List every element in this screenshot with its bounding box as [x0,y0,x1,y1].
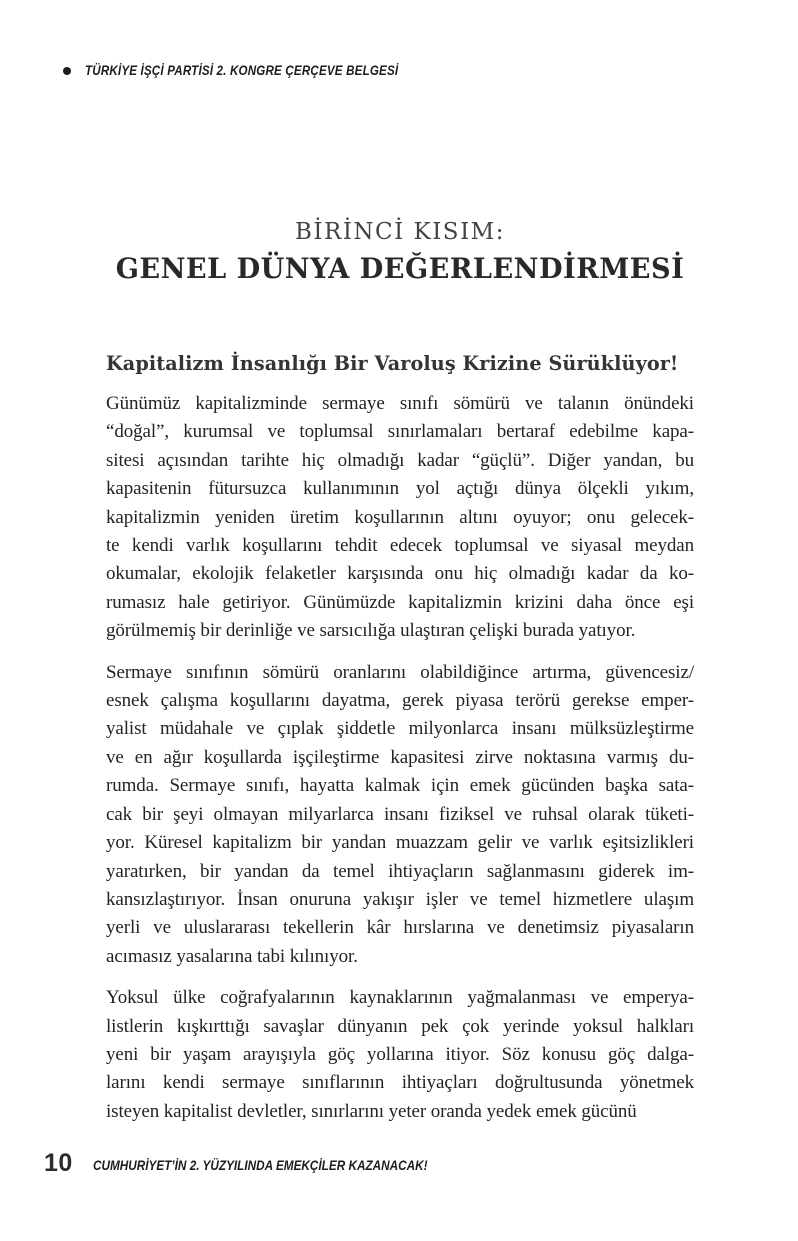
text-line: larını kendi sermaye sınıflarının ihtiyaçları doğrultusunda yönetmek [106,1072,694,1094]
article-body [106,390,694,1139]
text-line: kapitalizmin yeniden üretim koşullarının altını oyuyor; onu gelecek- [106,506,694,528]
page-footer [44,1149,491,1178]
text-line: te kendi varlık koşullarını tehdit edecek toplumsal ve siyasal meydan [106,535,694,557]
text-line: yor. Küresel kapitalizm bir yandan muazzam gelir ve varlık eşitsizlikleri [106,832,694,854]
bullet-icon [63,67,71,75]
section-heading-block [106,219,694,285]
text-line: kapasitenin fütursuzca kullanımının yol açtığı dünya ölçekli yıkım, [106,478,694,500]
text-line: rumasız hale getiriyor. Günümüzde kapitalizmin krizini daha önce eşi [106,591,694,613]
text-line: Günümüz kapitalizminde sermaye sınıfı sömürü ve talanın önündeki [106,393,694,414]
footer-slogan: CUMHURİYET’İN 2. YÜZYILINDA EMEKÇİLER KAZANACAK! [92,1157,428,1173]
text-line: “doğal”, kurumsal ve toplumsal sınırlamaları bertaraf edebilme kapa- [106,421,694,443]
section-kicker: BİRİNCİ KISIM: [295,219,505,245]
text-line: Yoksul ülke coğrafyalarının kaynaklarının yağmalanması ve emperya- [106,987,694,1009]
section-title: GENEL DÜNYA DEĞERLENDİRMESİ [115,252,685,285]
text-line: görülmemiş bir derinliğe ve sarsıcılığa ulaştıran çelişki burada yatıyor. [106,620,636,642]
text-line: yaratırken, bir yandan da temel ihtiyaçların sağlanmasını giderek im- [106,860,694,882]
text-line: acımasız yasalarına tabi kılınıyor. [106,945,358,967]
article-subheading: Kapitalizm İnsanlığı Bir Varoluş Krizine Sürüklüyor! [106,351,679,375]
paragraph [106,659,694,971]
page-number: 10 [44,1149,73,1177]
text-line: okumalar, ekolojik felaketler karşısında onu hiç olmadığı kadar da ko- [106,563,694,585]
text-line: cak bir şeyi olmayan milyarlarca insanı fiziksel ve ruhsal olarak tüketi- [106,803,694,825]
text-line: Sermaye sınıfının sömürü oranlarını olabildiğince artırma, güvencesiz/ [106,661,694,683]
text-line: isteyen kapitalist devletler, sınırlarını yeter oranda yedek emek gücünü [106,1100,637,1122]
running-header [63,63,449,78]
text-line: yeni bir yaşam arayışıyla göç yollarına itiyor. Söz konusu göç dalga- [106,1043,694,1065]
text-line: esnek çalışma koşullarını dayatma, gerek piyasa terörü gerekse emper- [106,690,694,712]
text-line: listlerin kışkırttığı savaşlar dünyanın pek çok yerinde yoksul halkları [106,1015,694,1037]
text-line: rumda. Sermaye sınıfı, hayatta kalmak için emek gücünden başka sata- [106,775,694,797]
text-line: ve en ağır koşullarda işçileştirme kapasitesi zirve noktasına varmış du- [106,746,694,768]
text-line: yalist müdahale ve çıplak şiddetle milyonlarca insanı mülksüzleştirme [106,718,694,740]
paragraph [106,390,694,646]
paragraph [106,984,694,1126]
running-header-title: TÜRKİYE İŞÇİ PARTİSİ 2. KONGRE ÇERÇEVE BELGESİ [85,63,399,78]
text-line: kansızlaştırıyor. İnsan onuruna yakışır işler ve temel hizmetlere ulaşım [106,888,694,910]
text-line: yerli ve uluslararası tekellerin kâr hırslarına ve denetimsiz piyasaların [106,917,694,939]
paragraphs [106,390,694,1126]
text-line: sitesi açısından tarihte hiç olmadığı kadar “güçlü”. Diğer yandan, bu [106,449,694,471]
